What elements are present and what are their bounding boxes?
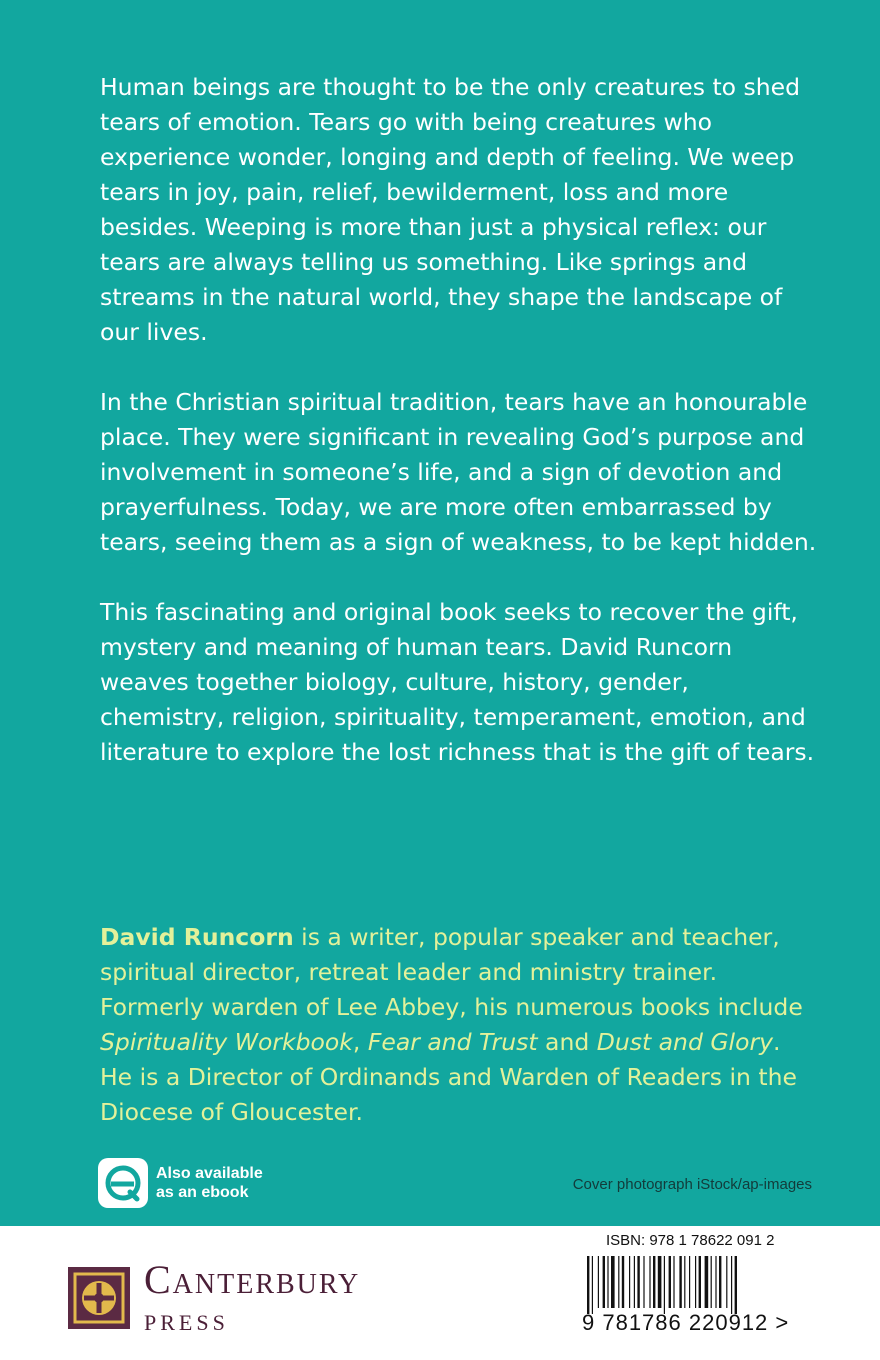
publisher-name: Canterbury [144,1257,361,1302]
book-title-2: Fear and Trust [367,1028,538,1056]
publisher-text [144,1257,361,1336]
photo-credit: Cover photograph iStock/ap-images [572,1176,812,1193]
blurb-paragraph-3: This fascinating and original book seeks to recover the gift, mystery and meaning of human tears. David Runcorn weaves together biology, culture, history, gender, chemistry, religion, spirituality, temperament, emotion, and literature to explore the lost richness that is the gift of tears. [100,598,815,766]
author-name: David Runcorn [100,923,294,951]
bio-sep-1: , [352,1028,368,1056]
publisher-sub: PRESS [144,1310,229,1335]
ebook-line-1: Also available [156,1165,263,1182]
author-bio [100,920,820,1130]
footer [0,1226,880,1360]
ebook-text [156,1164,263,1202]
blurb [100,70,820,805]
ebook-e-icon [98,1158,148,1208]
bio-sep-2: and [537,1028,597,1056]
blurb-paragraph-2: In the Christian spiritual tradition, tears have an honourable place. They were significant in revealing God’s purpose and involvement in someone’s life, and a sign of devotion and prayerfulness. Today, we are more often embarrassed by tears, seeing them as a sign of weakness, to be kept hidden. [100,388,817,556]
blurb-paragraph-1: Human beings are thought to be the only creatures to shed tears of emotion. Tears go with being creatures who experience wonder, longing and depth of feeling. We weep tears in joy, pain, relief, bewilderment, loss and more besides. Weeping is more than just a physical reflex: our tears are always telling us something. Like springs and streams in the natural world, they shape the landscape of our lives. [100,73,801,346]
book-title-1: Spirituality Workbook [100,1028,353,1056]
bio-text-2: . He is a Director of Ordinands and Warden of Readers in the Diocese of Gloucester. [100,1028,797,1126]
barcode-digits: 9 781786 220912 > [582,1310,790,1335]
ebook-line-2: as an ebook [156,1184,249,1201]
publisher [68,1257,361,1336]
book-title-3: Dust and Glory [596,1028,774,1056]
canterbury-cross-logo [68,1267,130,1329]
ebook-notice [98,1158,263,1208]
isbn-label: ISBN: 978 1 78622 091 2 [606,1232,775,1249]
barcode [583,1256,783,1316]
bio-text-1: is a writer, popular speaker and teacher, spiritual director, retreat leader and ministry trainer. Formerly warden of Lee Abbey, his numerous books include [100,923,803,1021]
